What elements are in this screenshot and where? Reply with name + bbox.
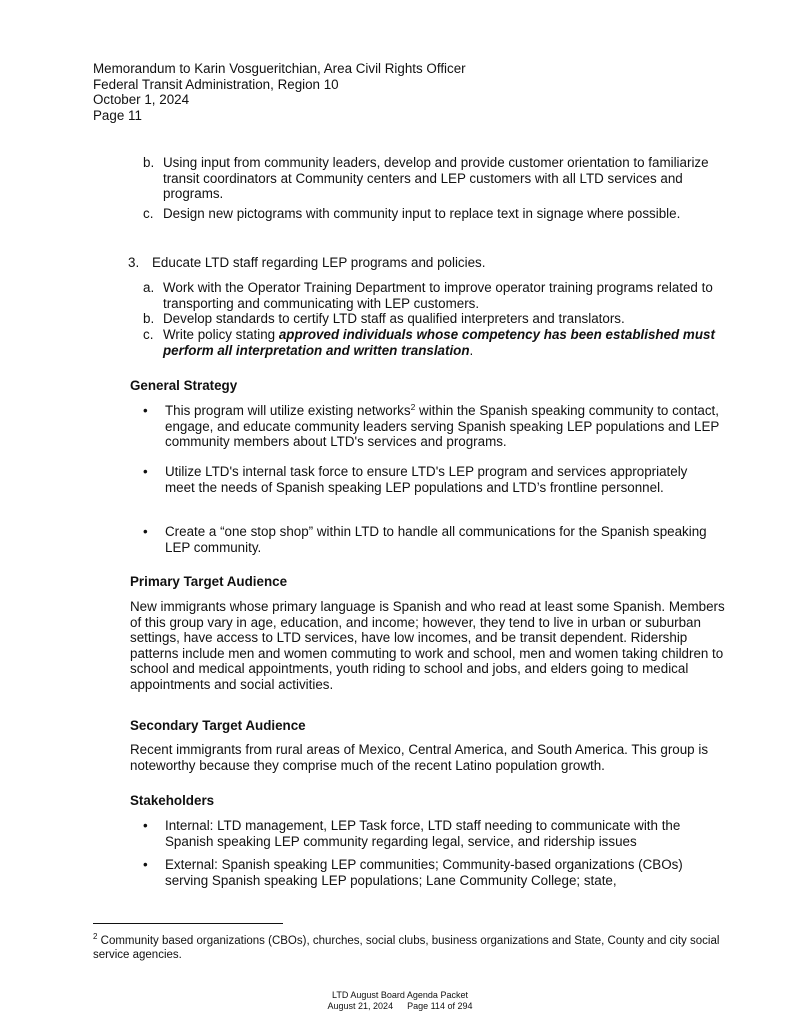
footer-line-2 bbox=[0, 1001, 800, 1012]
list-text: Develop standards to certify LTD staff as qualified interpreters and translators. bbox=[163, 311, 625, 326]
list-text: Using input from community leaders, develop and provide customer orientation to familiarize transit coordinators at Community centers and LEP customers with all LTD services and programs. bbox=[163, 155, 709, 202]
footer-packet-title: LTD August Board Agenda Packet bbox=[332, 990, 468, 1000]
bullet-item bbox=[143, 818, 720, 849]
primary-audience-paragraph: New immigrants whose primary language is Spanish and who read at least some Spanish. Members of this group vary in age, education, and income; however, they tend to live in urban or suburban settings, have access to LTD services, have low incomes, and be transit dependent. Ridership patterns include men and women commuting to work and school, men and women taking children to school and medical appointments, youth riding to school and jobs, and elders going to medical appointments and social activities. bbox=[130, 599, 725, 692]
numbered-item-3 bbox=[130, 255, 730, 271]
list-item-c bbox=[143, 206, 723, 222]
list-text: Design new pictograms with community input to replace text in signage where possible. bbox=[163, 206, 681, 221]
page-footer bbox=[0, 990, 800, 1011]
list-text: Educate LTD staff regarding LEP programs and policies. bbox=[152, 255, 486, 270]
list-item-b bbox=[143, 155, 723, 202]
policy-emphasis: approved individuals whose competency has been established must perform all interpretation and written translation bbox=[163, 327, 715, 358]
bullet-text-pre: This program will utilize existing networks bbox=[165, 403, 411, 418]
memo-page-number: Page 11 bbox=[93, 107, 142, 123]
list-text: Work with the Operator Training Department to improve operator training programs related to transporting and communicating with LEP customers. bbox=[163, 280, 713, 311]
list-label: c. bbox=[143, 206, 154, 221]
policy-end: . bbox=[469, 342, 474, 358]
policy-text: Write policy stating bbox=[163, 327, 279, 342]
bullet-item bbox=[143, 464, 720, 495]
list-label: a. bbox=[143, 280, 155, 295]
list-label: 3. bbox=[128, 255, 140, 270]
bullet-text: External: Spanish speaking LEP communities; Community-based organizations (CBOs) serving Spanish speaking LEP populations; Lane Community College; state, bbox=[165, 857, 683, 888]
bullet-item bbox=[143, 857, 720, 888]
bullet-item bbox=[143, 402, 720, 450]
list-item-3c bbox=[143, 327, 723, 358]
heading-general-strategy: General Strategy bbox=[130, 378, 238, 393]
bullet-item bbox=[143, 524, 720, 555]
bullet-text: Create a “one stop shop” within LTD to handle all communications for the Spanish speaking LEP community. bbox=[165, 524, 707, 555]
footer-date: August 21, 2024 bbox=[327, 1000, 394, 1011]
list-label: b. bbox=[143, 311, 155, 326]
footnote-divider bbox=[93, 923, 283, 924]
memo-agency: Federal Transit Administration, Region 10 bbox=[93, 76, 339, 92]
list-item-3b bbox=[143, 311, 723, 327]
list-label: b. bbox=[143, 155, 155, 170]
bullet-icon: • bbox=[143, 857, 148, 872]
footer-page-count: Page 114 of 294 bbox=[407, 1000, 473, 1011]
bullet-text: Utilize LTD's internal task force to ensure LTD's LEP program and services appropriately meet the needs of Spanish speaking LEP populations and LTD’s frontline personnel. bbox=[165, 464, 688, 495]
bullet-icon: • bbox=[143, 464, 148, 479]
footnote bbox=[93, 930, 733, 962]
bullet-icon: • bbox=[143, 403, 148, 418]
bullet-text-post: within the Spanish speaking community to contact, engage, and educate community leaders serving Spanish speaking LEP populations and LEP community members about LTD's services and programs. bbox=[165, 403, 720, 450]
memo-header bbox=[93, 61, 753, 123]
heading-primary-target-audience: Primary Target Audience bbox=[130, 574, 288, 589]
bullet-icon: • bbox=[143, 818, 148, 833]
list-text bbox=[163, 327, 723, 358]
heading-secondary-target-audience: Secondary Target Audience bbox=[130, 718, 306, 733]
memo-date: October 1, 2024 bbox=[93, 92, 190, 108]
heading-stakeholders: Stakeholders bbox=[130, 793, 215, 808]
secondary-audience-paragraph: Recent immigrants from rural areas of Mexico, Central America, and South America. This group is noteworthy because they comprise much of the recent Latino population growth. bbox=[130, 742, 709, 773]
list-item-3a bbox=[143, 280, 723, 311]
footnote-ref[interactable]: 2 bbox=[410, 402, 416, 412]
footnote-text: Community based organizations (CBOs), churches, social clubs, business organizations and State, County and city social service agencies. bbox=[93, 934, 720, 961]
list-label: c. bbox=[143, 327, 154, 342]
footnote-number: 2 bbox=[93, 932, 98, 941]
bullet-text bbox=[165, 403, 720, 450]
bullet-icon: • bbox=[143, 524, 148, 539]
memo-recipient: Memorandum to Karin Vosgueritchian, Area Civil Rights Officer bbox=[93, 61, 466, 76]
bullet-text: Internal: LTD management, LEP Task force, LTD staff needing to communicate with the Spanish speaking LEP community regarding legal, service, and ridership issues bbox=[165, 818, 681, 849]
